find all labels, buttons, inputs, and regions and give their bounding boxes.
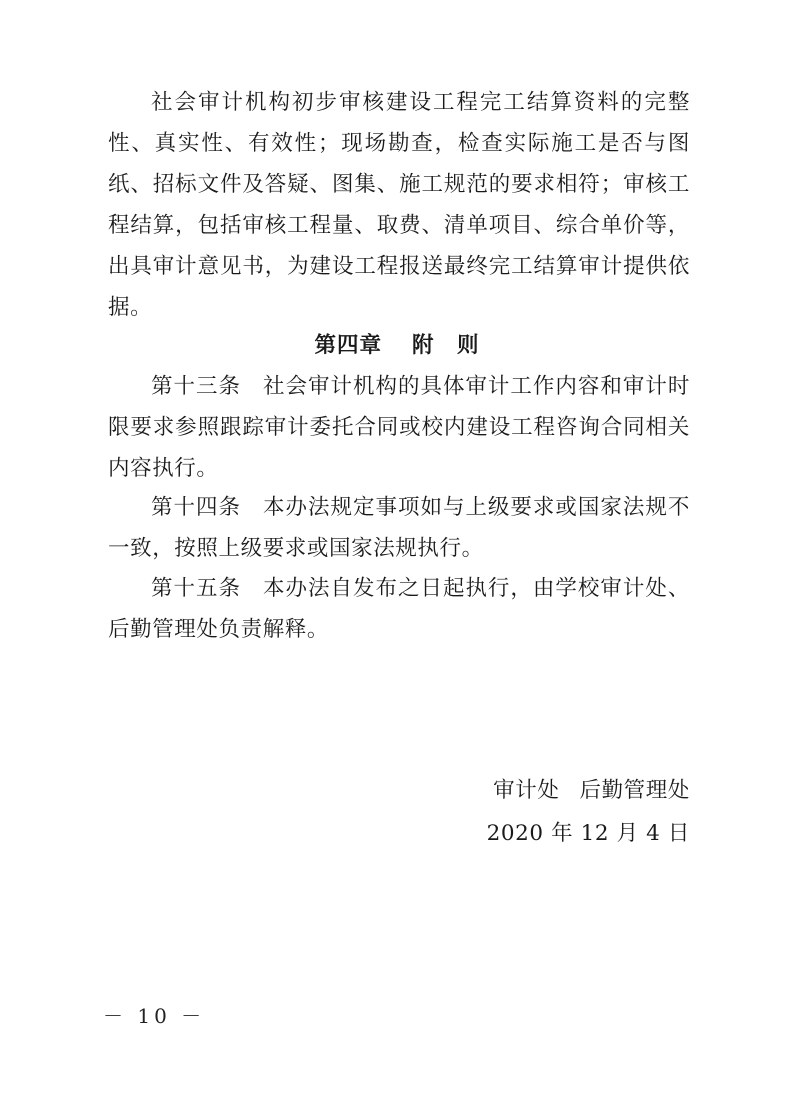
article-14 bbox=[108, 487, 690, 569]
article-13-label: 第十三条 bbox=[151, 374, 241, 399]
article-13-text: 社会审计机构的具体审计工作内容和审计时限要求参照跟踪审计委托合同或校内建设工程咨询合同相关内容执行。 bbox=[108, 374, 690, 481]
signature-date: 2020 年 12 月 4 日 bbox=[486, 821, 690, 846]
article-15-text: 本办法自发布之日起执行，由学校审计处、后勤管理处负责解释。 bbox=[108, 576, 690, 642]
intro-paragraph: 社会审计机构初步审核建设工程完工结算资料的完整性、真实性、有效性；现场勘查，检查实际施工是否与图纸、招标文件及答疑、图集、施工规范的要求相符；审核工程结算，包括审核工程量、取费、清单项目、综合单价等，出具审计意见书，为建设工程报送最终完工结算审计提供依据。 bbox=[108, 90, 690, 320]
article-13 bbox=[108, 366, 690, 489]
chapter-number: 第四章 bbox=[314, 333, 382, 358]
page-number: － 10 － bbox=[103, 1004, 206, 1028]
article-14-label: 第十四条 bbox=[151, 495, 241, 520]
chapter-title: 附 则 bbox=[412, 333, 480, 358]
article-14-text: 本办法规定事项如与上级要求或国家法规不一致，按照上级要求或国家法规执行。 bbox=[108, 495, 690, 561]
signature-office-logistics: 后勤管理处 bbox=[579, 778, 690, 803]
article-15-label: 第十五条 bbox=[151, 576, 241, 601]
signature-office-audit: 审计处 bbox=[493, 778, 560, 803]
signature-block bbox=[487, 770, 690, 854]
article-15 bbox=[108, 568, 690, 650]
chapter-heading bbox=[0, 325, 794, 366]
